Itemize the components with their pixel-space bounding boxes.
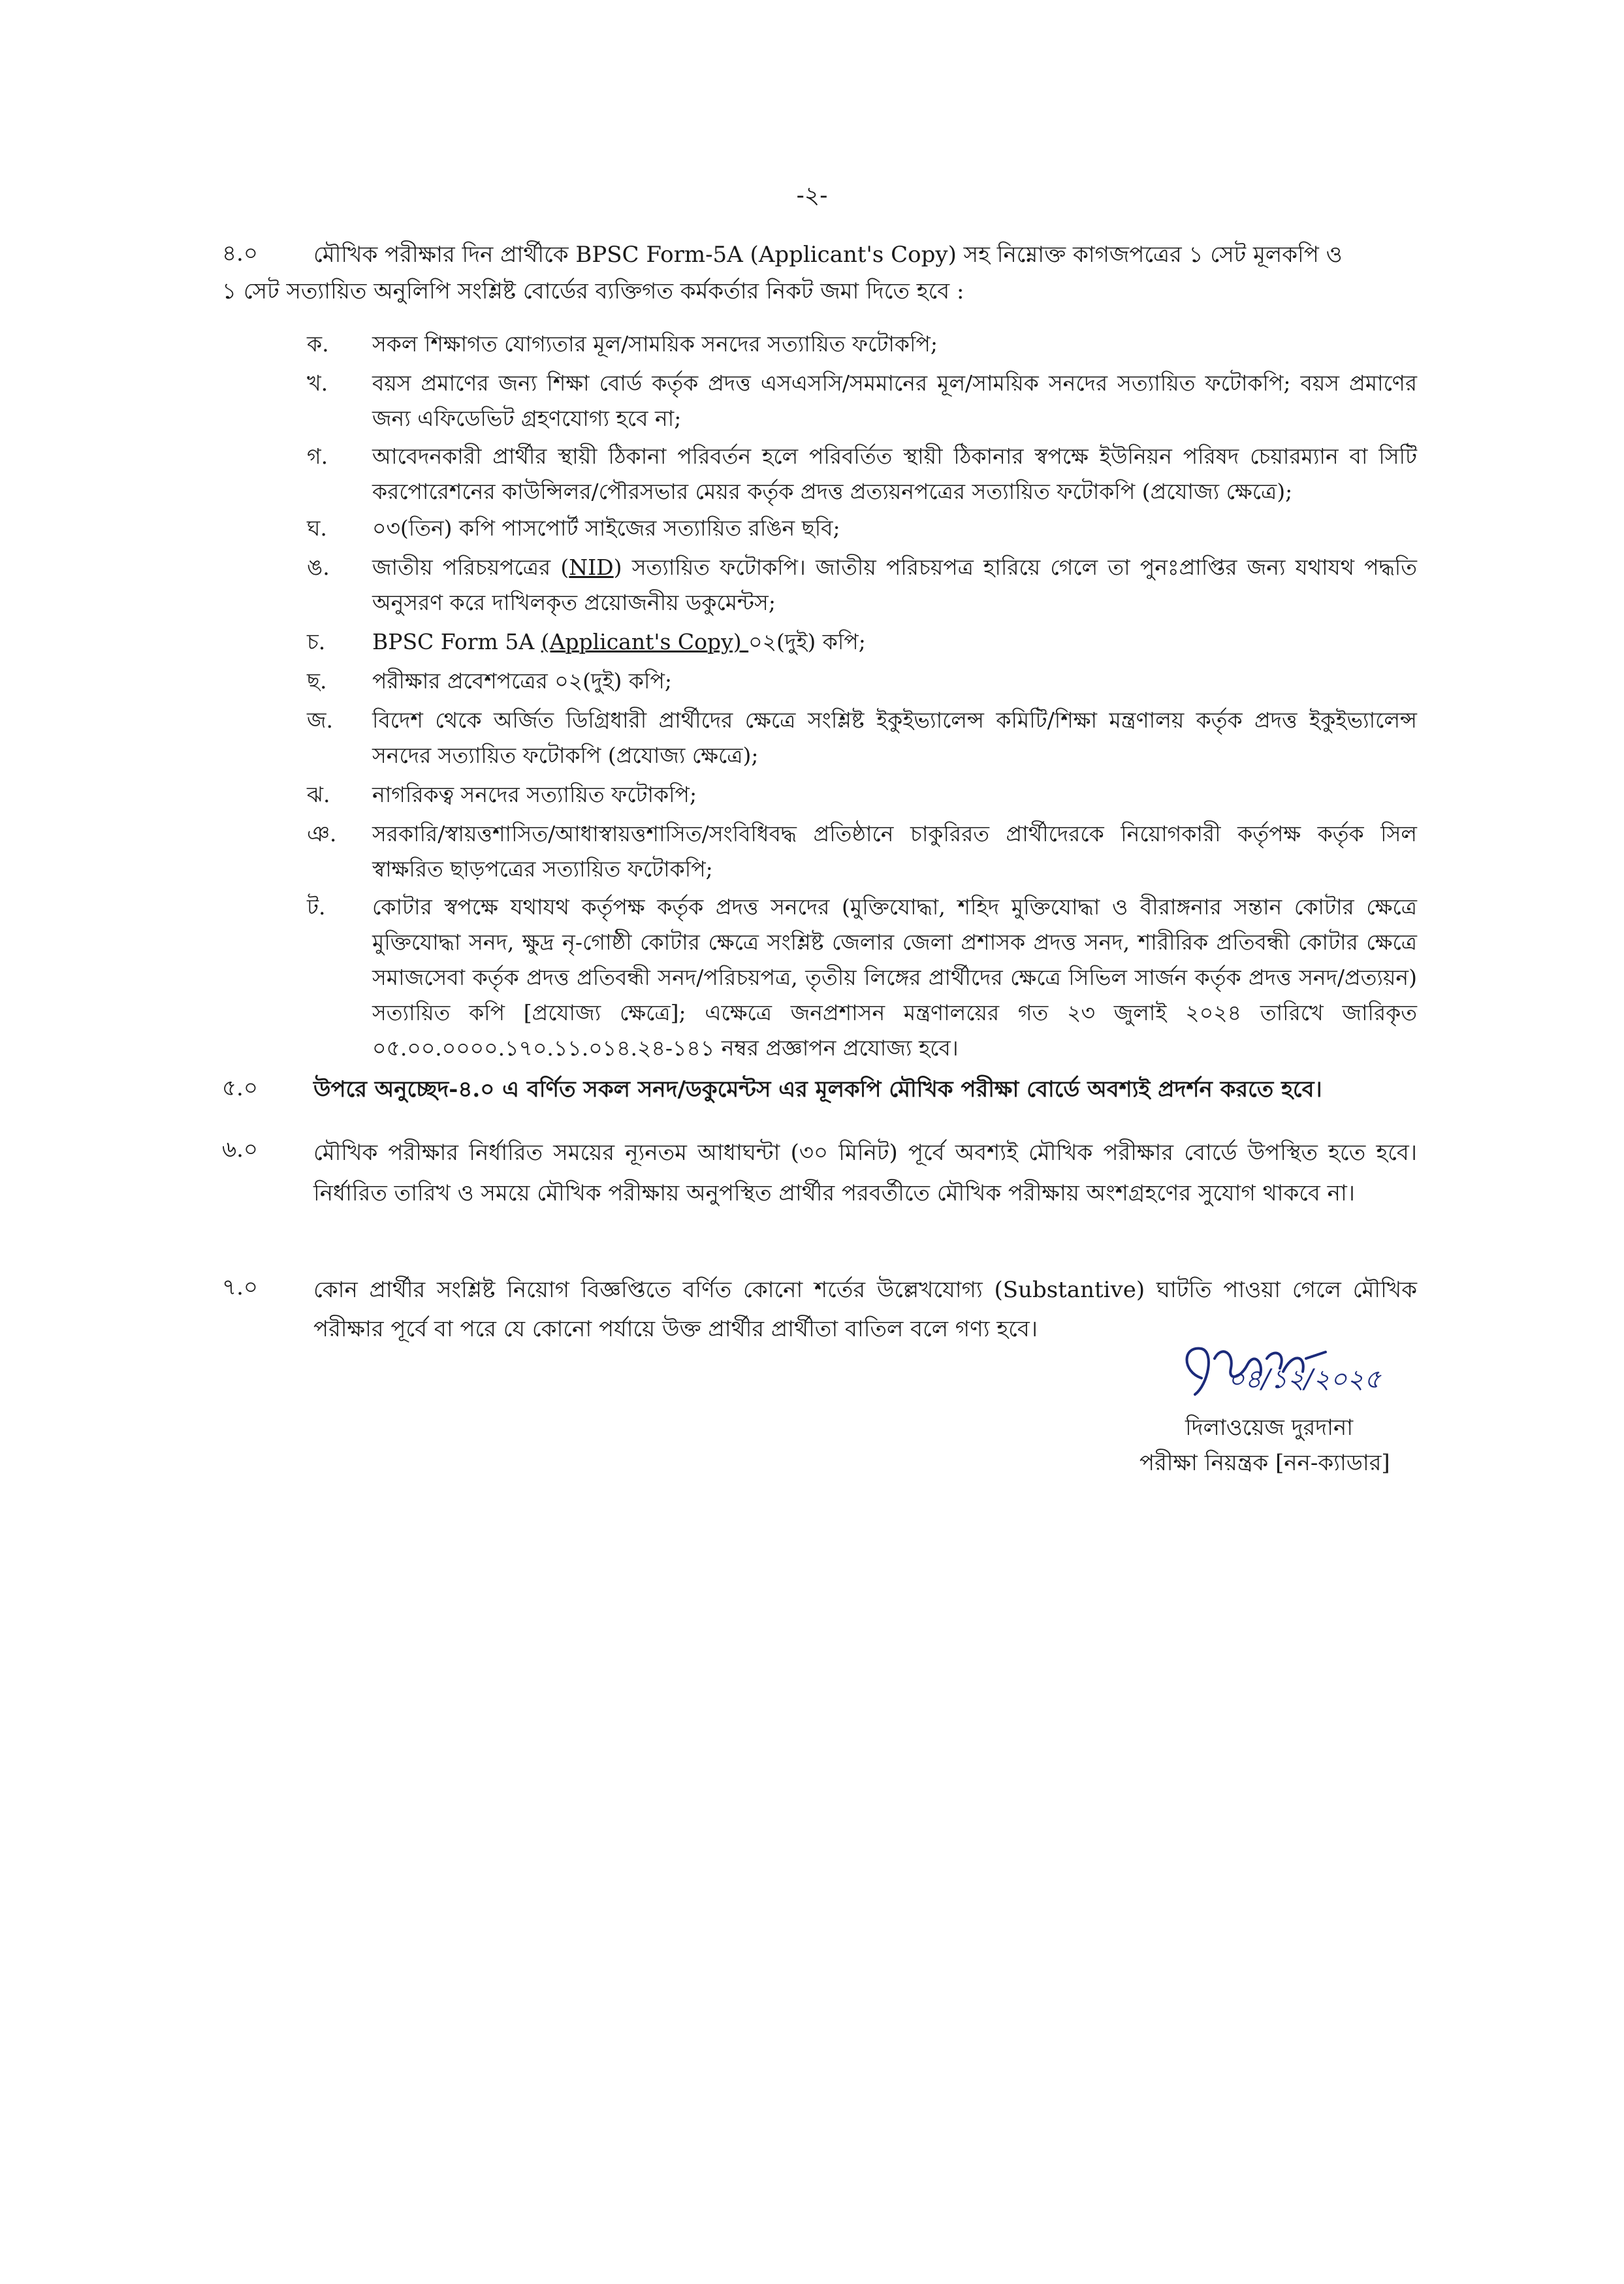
section-4-line2: ১ সেট সত্যায়িত অনুলিপি সংশ্লিষ্ট বোর্ডের ব্যক্তিগত কর্মকর্তার নিকট জমা দিতে হবে : xyxy=(222,278,964,304)
section-5-number: ৫.০ xyxy=(222,1075,258,1101)
section-4-line1: মৌখিক পরীক্ষার দিন প্রার্থীকে BPSC Form-5A (Applicant's Copy) সহ নিম্নোক্ত কাগজপত্রের ১ সেট মূলকপি ও xyxy=(313,242,1343,268)
item-letter: ঙ. xyxy=(307,555,330,580)
item-text-b: ) সত্যায়িত ফটোকপি। জাতীয় পরিচয়পত্র হারিয়ে গেলে তা পুনঃপ্রাপ্তির জন্য যথাযথ পদ্ধতি অনুসরণ করে দাখিলকৃত প্রয়োজনীয় ডকুমেন্টস; xyxy=(372,555,1417,615)
item-letter: ট. xyxy=(307,894,326,920)
item-letter: ঘ. xyxy=(307,515,327,541)
item-text: বয়স প্রমাণের জন্য শিক্ষা বোর্ড কর্তৃক প্রদত্ত এসএসসি/সমমানের মূল/সাময়িক সনদের সত্যায়িত ফটোকপি; বয়স প্রমাণের জন্য এফিডেভিট গ্রহণযোগ্য হবে না; xyxy=(372,370,1417,431)
section-6-number: ৬.০ xyxy=(222,1136,259,1163)
signature-date: ০৪/১২/২০২৫ xyxy=(1228,1364,1381,1394)
item-text: নাগরিকত্ব সনদের সত্যায়িত ফটোকপি; xyxy=(372,782,697,807)
item-letter: ক. xyxy=(307,331,329,357)
section-5-text: উপরে অনুচ্ছেদ-৪.০ এ বর্ণিত সকল সনদ/ডকুমেন্টস এর মূলকপি মৌখিক পরীক্ষা বোর্ডে অবশ্যই প্রদর্শন করতে হবে। xyxy=(313,1076,1322,1102)
applicant-copy-underlined: (Applicant's Copy) xyxy=(541,629,749,654)
item-letter: ঞ. xyxy=(307,821,337,846)
section-7-number: ৭.০ xyxy=(222,1274,259,1300)
section-7-text: কোন প্রার্থীর সংশ্লিষ্ট নিয়োগ বিজ্ঞপ্তিতে বর্ণিত কোনো শর্তের উল্লেখযোগ্য (Substantive) ঘাটতি পাওয়া গেলে মৌখিক পরীক্ষার পূর্বে বা পরে যে কোনো পর্যায়ে উক্ত প্রার্থীর প্রার্থীতা বাতিল বলে গণ্য হবে। xyxy=(313,1277,1417,1342)
item-letter: জ. xyxy=(307,707,334,733)
item-letter: ঝ. xyxy=(307,782,330,807)
item-text xyxy=(372,550,1417,620)
item-letter: খ. xyxy=(307,370,328,396)
signatory-designation: পরীক্ষা নিয়ন্ত্রক [নন-ক্যাডার] xyxy=(1139,1450,1390,1476)
item-letter: গ. xyxy=(307,443,328,469)
item-text: আবেদনকারী প্রার্থীর স্থায়ী ঠিকানা পরিবর্তন হলে পরিবর্তিত স্থায়ী ঠিকানার স্বপক্ষে ইউনিয়ন পরিষদ চেয়ারম্যান বা সিটি করপোরেশনের কাউন্সিলর/পৌরসভার মেয়র কর্তৃক প্রদত্ত প্রত্যয়নপত্রের সত্যায়িত ফটোকপি (প্রযোজ্য ক্ষেত্রে); xyxy=(372,443,1417,504)
item-text-a: জাতীয় পরিচয়পত্রের ( xyxy=(372,555,569,580)
item-letter: চ. xyxy=(307,629,326,654)
section-4-number: ৪.০ xyxy=(222,240,258,266)
page-number: -২- xyxy=(796,182,828,209)
item-text: কোটার স্বপক্ষে যথাযথ কর্তৃপক্ষ কর্তৃক প্রদত্ত সনদের (মুক্তিযোদ্ধা, শহিদ মুক্তিযোদ্ধা ও বীরাঙ্গনার সন্তান কোটার ক্ষেত্রে মুক্তিযোদ্ধা সনদ, ক্ষুদ্র নৃ-গোষ্ঠী কোটার ক্ষেত্রে সংশ্লিষ্ট জেলার জেলা প্রশাসক প্রদত্ত সনদ, শারীরিক প্রতিবন্ধী কোটার ক্ষেত্রে সমাজসেবা কর্তৃক প্রদত্ত প্রতিবন্ধী সনদ/পরিচয়পত্র, তৃতীয় লিঙ্গের প্রার্থীদের ক্ষেত্রে সিভিল সার্জন কর্তৃক প্রদত্ত সনদ/প্রত্যয়ন) সত্যায়িত কপি [প্রযোজ্য ক্ষেত্রে]; এক্ষেত্রে জনপ্রশাসন মন্ত্রণালয়ের গত ২৩ জুলাই ২০২৪ তারিখে জারিকৃত ০৫.০০.০০০০.১৭০.১১.০১৪.২৪-১৪১ নম্বর প্রজ্ঞাপন প্রযোজ্য হবে। xyxy=(372,894,1417,1061)
item-text: ০৩(তিন) কপি পাসপোর্ট সাইজের সত্যায়িত রঙিন ছবি; xyxy=(372,515,840,541)
section-6-text: মৌখিক পরীক্ষার নির্ধারিত সময়ের ন্যূনতম আধাঘন্টা (৩০ মিনিট) পূর্বে অবশ্যই মৌখিক পরীক্ষার বোর্ডে উপস্থিত হতে হবে। নির্ধারিত তারিখ ও সময়ে মৌখিক পরীক্ষায় অনুপস্থিত প্রার্থীর পরবর্তীতে মৌখিক পরীক্ষায় অংশগ্রহণের সুযোগ থাকবে না। xyxy=(313,1140,1417,1206)
item-text xyxy=(372,624,1417,660)
item-text: পরীক্ষার প্রবেশপত্রের ০২(দুই) কপি; xyxy=(372,668,672,694)
item-text-a: BPSC Form 5A xyxy=(372,629,541,654)
item-text-b: ০২(দুই) কপি; xyxy=(748,629,866,654)
signatory-name: দিলাওয়েজ দুরদানা xyxy=(1185,1415,1354,1441)
nid-underlined: NID xyxy=(569,555,614,580)
item-text: সকল শিক্ষাগত যোগ্যতার মূল/সাময়িক সনদের সত্যায়িত ফটোকপি; xyxy=(372,331,938,357)
item-text: বিদেশ থেকে অর্জিত ডিগ্রিধারী প্রার্থীদের ক্ষেত্রে সংশ্লিষ্ট ইকুইভ্যালেন্স কমিটি/শিক্ষা মন্ত্রণালয় কর্তৃক প্রদত্ত ইকুইভ্যালেন্স সনদের সত্যায়িত ফটোকপি (প্রযোজ্য ক্ষেত্রে); xyxy=(372,707,1417,768)
item-letter: ছ. xyxy=(307,668,327,694)
item-text: সরকারি/স্বায়ত্তশাসিত/আধাস্বায়ত্তশাসিত/সংবিধিবদ্ধ প্রতিষ্ঠানে চাকুরিরত প্রার্থীদেরকে নিয়োগকারী কর্তৃপক্ষ কর্তৃক সিল স্বাক্ষরিত ছাড়পত্রের সত্যায়িত ফটোকপি; xyxy=(372,821,1417,882)
